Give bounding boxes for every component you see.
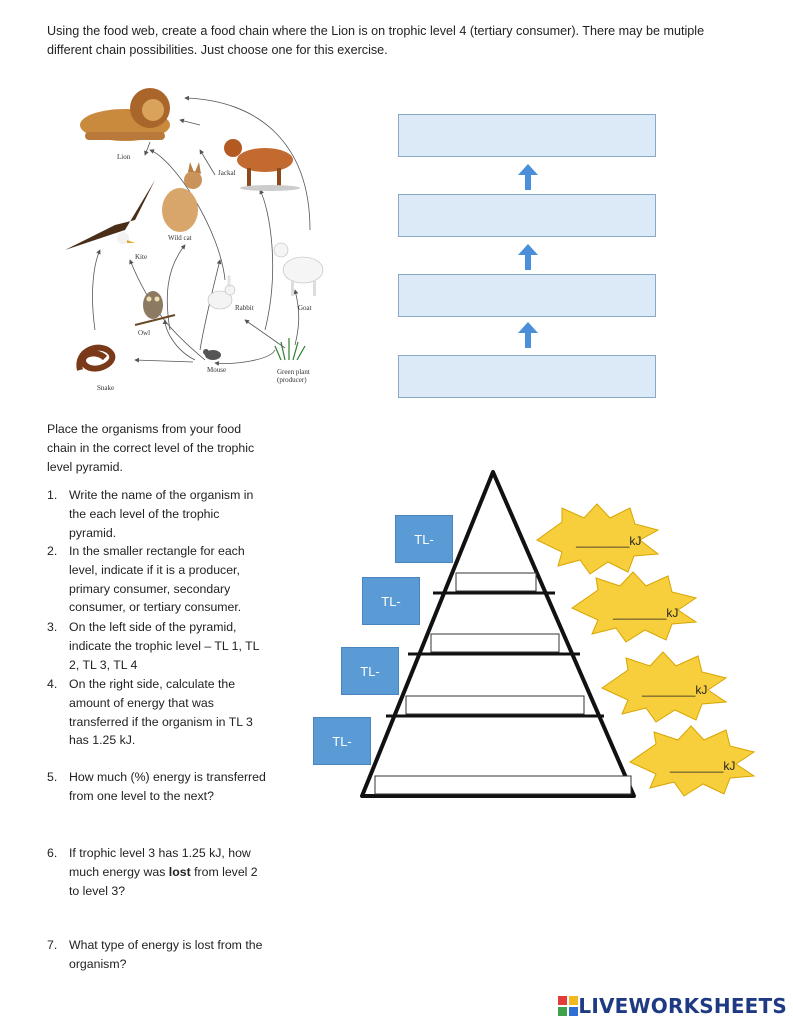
snake-figure <box>79 348 112 370</box>
label-green-plant: Green plant <box>277 368 310 376</box>
tl-box-level-4[interactable]: TL- <box>395 515 453 563</box>
label-kite: Kite <box>135 253 148 261</box>
level-1-role-box[interactable] <box>375 776 631 794</box>
level-2-role-box[interactable] <box>406 696 584 714</box>
energy-star-level-2 <box>602 652 726 722</box>
label-goat: Goat <box>298 304 312 312</box>
label-owl: Owl <box>138 329 151 337</box>
tl-box-level-3[interactable]: TL- <box>362 577 420 625</box>
kite-figure <box>65 180 155 250</box>
owl-figure <box>135 291 175 325</box>
label-wild-cat: Wild cat <box>168 234 192 242</box>
tl-box-level-1[interactable]: TL- <box>313 717 371 765</box>
energy-star-level-1 <box>630 726 754 796</box>
energy-blank-level-3[interactable]: ________kJ <box>613 606 679 620</box>
up-arrow-icon <box>518 322 538 348</box>
trophic-pyramid <box>300 460 790 810</box>
logo-icon <box>558 996 578 1016</box>
chain-box-level-1[interactable] <box>398 355 656 398</box>
label-producer: (producer) <box>277 376 307 384</box>
label-lion: Lion <box>117 153 131 161</box>
intro-line-1: Using the food web, create a food chain where the Lion is on trophic level 4 (tertiary consumer). There may be mutiple <box>47 24 705 38</box>
up-arrow-icon <box>518 244 538 270</box>
label-jackal: Jackal <box>218 169 236 177</box>
jackal-figure <box>224 139 300 191</box>
energy-blank-level-4[interactable]: ________kJ <box>576 534 642 548</box>
food-web-diagram <box>55 80 345 400</box>
pyramid-instructions: Place the organisms from your food chain in the correct level of the trophic level pyramid. <box>47 422 255 474</box>
energy-star-level-4 <box>537 504 658 574</box>
energy-star-level-3 <box>572 572 696 642</box>
instructions-intro <box>47 22 767 60</box>
logo-text: LIVEWORKSHEETS <box>578 994 787 1018</box>
lion-figure <box>80 88 170 141</box>
label-snake: Snake <box>97 384 115 392</box>
label-mouse: Mouse <box>207 366 227 374</box>
up-arrow-icon <box>518 164 538 190</box>
mouse-figure <box>203 349 221 360</box>
chain-box-level-3[interactable] <box>398 194 656 237</box>
tl-box-level-2[interactable]: TL- <box>341 647 399 695</box>
level-4-role-box[interactable] <box>456 573 536 591</box>
wild-cat-figure <box>162 162 202 232</box>
green-plant-figure <box>275 338 305 360</box>
energy-blank-level-2[interactable]: ________kJ <box>642 683 708 697</box>
intro-line-2: different chain possibilities. Just choose one for this exercise. <box>47 43 388 57</box>
chain-box-level-2[interactable] <box>398 274 656 317</box>
energy-blank-level-1[interactable]: ________kJ <box>670 759 736 773</box>
label-rabbit: Rabbit <box>235 304 254 312</box>
chain-box-level-4[interactable] <box>398 114 656 157</box>
level-3-role-box[interactable] <box>431 634 559 652</box>
liveworksheets-logo <box>558 995 787 1017</box>
goat-figure <box>274 243 323 296</box>
